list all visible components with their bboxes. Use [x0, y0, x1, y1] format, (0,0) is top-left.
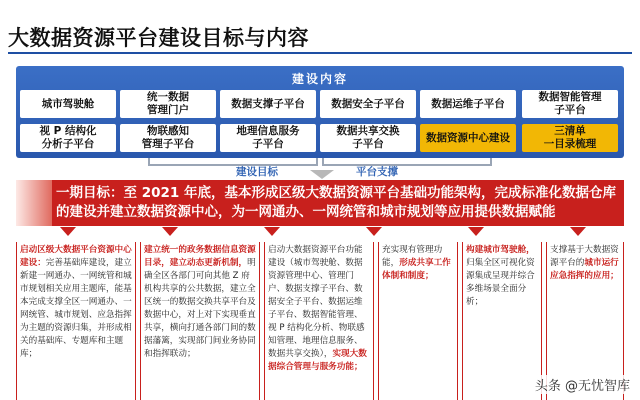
module-data-security: 数据安全子平台 — [320, 90, 416, 118]
page-title: 大数据资源平台建设目标与内容 — [8, 26, 309, 50]
column-tail: 实现大数据综合管理与服务功能； — [268, 349, 367, 372]
module-iot: 物联感知 管理子平台 — [120, 124, 216, 152]
down-arrow-icon — [570, 227, 586, 236]
down-arrow-icon — [60, 227, 76, 236]
title-divider — [8, 52, 632, 54]
down-arrow-icon — [310, 170, 334, 179]
down-arrow-icon — [162, 227, 178, 236]
column-catalog — [140, 242, 260, 400]
column-body: 完善基础库建设，建立新建一网通办、一网统管和城市规划相关应用主题库，能基本完成支撑全区一网通办、一网统管、城市规划、应急指挥为主题的资源归集，并形成相关的基础库、专题库和主题库； — [20, 258, 132, 359]
module-resource-center: 数据资源中心建设 — [420, 124, 516, 152]
column-tail: 城市运行应急指挥的应用； — [550, 258, 619, 281]
support-label: 平台支撑 — [356, 166, 398, 178]
content-panel — [16, 66, 624, 158]
column-lead: 启动区级大数据平台资源中心建设： — [20, 245, 132, 268]
watermark-text: 头条 @无忧智库 — [534, 379, 630, 394]
module-unified-portal: 统一数据 管理门户 — [120, 90, 216, 118]
down-arrow-icon — [264, 227, 280, 236]
module-three-lists: 三清单 一目录梳理 — [522, 124, 618, 152]
column-body: 启动大数据资源平台功能建设（城市驾驶舱、数据资源管理中心、管理门户、数据支撑子平台、数据安全子平台、数据运维子平台、数据智能管理、视 P 结构化分析、物联感知管理、地理信息服务、数据共享交换）， — [268, 245, 365, 359]
goal-label: 建设目标 — [236, 166, 278, 178]
column-tail: 形成共享工作体制和制度； — [382, 258, 451, 281]
goal-text: 一期目标：至 2021 年底，基本形成区级大数据资源平台基础功能架构，完成标准化数据仓库的建设并建立数据资源中心，为一网通办、一网统管和城市规划等应用提供数据赋能 — [56, 185, 616, 220]
column-management — [378, 242, 458, 400]
column-lead: 构建城市驾驶舱， — [466, 245, 535, 255]
support-bracket — [322, 158, 492, 166]
down-arrow-icon — [468, 227, 484, 236]
module-data-exchange: 数据共享交换 子平台 — [320, 124, 416, 152]
module-data-support: 数据支撑子平台 — [220, 90, 316, 118]
column-body: 支撑基于大数据资源平台的 — [550, 245, 619, 268]
goal-banner — [16, 180, 624, 226]
column-body: 归集全区可视化资源集成呈现并综合多维场景全面分析； — [466, 258, 535, 307]
column-cockpit — [462, 242, 542, 400]
module-data-intelligence: 数据智能管理 子平台 — [522, 90, 618, 118]
column-body: 明确全区各部门可向其他 Z 府机构共享的公共数据，建立全区统一的数据交换共享平台及数据中心，对上对下实现垂直共享，横向打通各部门间的数据藩篱，实现部门间业务协同和指挥联动； — [144, 258, 256, 359]
down-arrow-icon — [366, 227, 382, 236]
module-video-analysis: 视 P 结构化 分析子平台 — [20, 124, 116, 152]
watermark — [533, 375, 632, 394]
column-platform-build — [264, 242, 374, 400]
column-arrows — [16, 226, 624, 238]
module-gis: 地理信息服务 子平台 — [220, 124, 316, 152]
goal-ray-decoration — [16, 180, 52, 226]
column-resource-center — [16, 242, 136, 400]
goal-bracket — [148, 158, 318, 166]
column-lead: 建立统一的政务数据信息资源目录，建立动态更新机制， — [144, 245, 256, 268]
panel-header: 建设内容 — [291, 72, 348, 86]
column-body: 充实现有管理功能， — [382, 245, 443, 268]
module-data-ops: 数据运维子平台 — [420, 90, 516, 118]
module-city-cockpit: 城市驾驶舱 — [20, 90, 116, 118]
